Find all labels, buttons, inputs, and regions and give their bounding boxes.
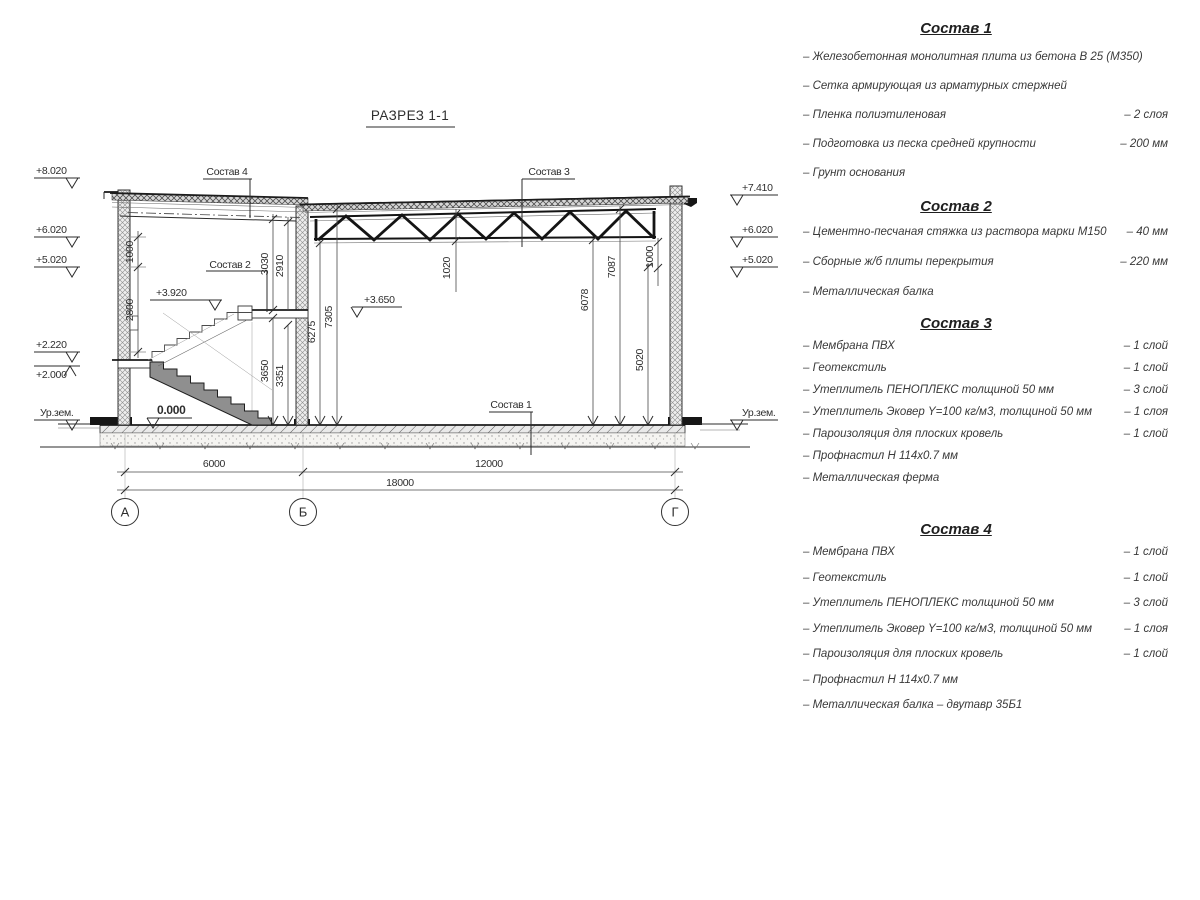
dimension: [579, 236, 598, 425]
material-row: [800, 571, 1168, 585]
svg-text:3351: 3351: [274, 364, 286, 388]
svg-text:1000: 1000: [124, 240, 136, 264]
level-mark: [150, 287, 222, 310]
material-text: – Пленка полиэтиленовая: [803, 109, 947, 121]
svg-text:7305: 7305: [323, 305, 335, 329]
dimension: [274, 321, 293, 425]
roof-left-bay: [110, 193, 308, 221]
material-row: [800, 471, 1168, 485]
material-qty: – 1 слой: [1123, 340, 1168, 352]
elevation-marks-right: [730, 182, 778, 430]
svg-text:+6.020: +6.020: [36, 224, 67, 236]
svg-text:+8.020: +8.020: [36, 165, 67, 177]
stair-beam: [238, 306, 252, 320]
material-text: – Утеплитель ПЕНОПЛЕКС толщиной 50 мм: [803, 384, 1055, 396]
callout-sostav2: [206, 259, 267, 312]
material-text: – Железобетонная монолитная плита из бетона В 25 (М350): [803, 51, 1143, 63]
svg-text:+5.020: +5.020: [36, 254, 67, 266]
level-mark: [351, 294, 402, 317]
composition-title: Состав 1: [920, 20, 992, 37]
material-row: [800, 622, 1168, 636]
dimension: [274, 217, 292, 310]
svg-text:2800: 2800: [124, 298, 136, 322]
steel-truss: [310, 209, 656, 243]
svg-text:3650: 3650: [259, 359, 271, 383]
axis-letter: Б: [298, 504, 308, 520]
material-row: [800, 647, 1168, 661]
material-qty: – 1 слой: [1123, 546, 1168, 558]
stair-railing: [148, 314, 234, 360]
composition-title: Состав 3: [920, 315, 992, 332]
axis-letter: Г: [671, 504, 679, 520]
material-row: [800, 383, 1168, 397]
elevation-mark-ground: [34, 407, 80, 430]
svg-text:6078: 6078: [579, 288, 591, 312]
axis-letter: А: [120, 504, 130, 520]
material-text: – Утеплитель Эковер Y=100 кг/м3, толщиной 50 мм: [803, 406, 1093, 418]
material-text: – Геотекстиль: [803, 571, 887, 584]
svg-text:1020: 1020: [441, 256, 453, 280]
material-qty: – 200 мм: [1120, 138, 1168, 150]
svg-text:+6.020: +6.020: [742, 224, 773, 236]
svg-text:6275: 6275: [306, 320, 318, 344]
wall-axis-g: [670, 186, 682, 425]
floor-slab: [40, 417, 750, 449]
composition-title: Состав 4: [920, 521, 992, 538]
svg-text:Состав 2: Состав 2: [209, 259, 251, 271]
material-row: [800, 596, 1168, 610]
material-qty: – 3 слой: [1123, 384, 1168, 396]
material-qty: – 40 мм: [1126, 226, 1168, 238]
elevation-mark: [34, 366, 80, 381]
material-text: – Металлическая балка – двутавр 35Б1: [803, 699, 1023, 711]
svg-text:3030: 3030: [259, 252, 271, 276]
elevation-mark: [34, 224, 80, 247]
drawing-title: [366, 108, 455, 127]
section-title: РАЗРЕЗ 1-1: [370, 108, 450, 123]
material-qty: – 2 слоя: [1124, 109, 1168, 121]
stair-flight-upper: [152, 313, 252, 359]
material-text: – Утеплитель Эковер Y=100 кг/м3, толщиной 50 мм: [803, 622, 1093, 635]
svg-text:+3.650: +3.650: [364, 294, 395, 306]
material-row: [800, 427, 1168, 441]
composition-2: [800, 198, 1168, 315]
svg-text:+2.220: +2.220: [36, 339, 67, 351]
dimension: [117, 458, 683, 476]
material-text: – Геотекстиль: [803, 362, 887, 374]
dimension: [117, 477, 683, 494]
material-row: [800, 545, 1168, 559]
svg-text:6000: 6000: [202, 458, 226, 470]
svg-text:7087: 7087: [606, 255, 618, 279]
material-row: [800, 50, 1168, 64]
material-row: [800, 255, 1168, 269]
elevation-mark: [730, 254, 778, 277]
material-qty: – 1 слой: [1123, 571, 1168, 584]
material-text: – Профнастил Н 114х0.7 мм: [803, 673, 958, 686]
elevation-mark: [34, 165, 80, 188]
material-text: – Пароизоляция для плоских кровель: [803, 428, 1004, 440]
elevation-mark: [34, 254, 80, 277]
material-text: – Сборные ж/б плиты перекрытия: [803, 256, 994, 268]
elevation-mark: [730, 182, 778, 205]
roof-truss-bay: [300, 196, 690, 243]
elevation-marks-left: [34, 165, 80, 430]
material-text: – Сетка армирующая из арматурных стержней: [803, 80, 1067, 92]
material-text: – Цементно-песчаная стяжка из раствора марки М150: [803, 226, 1107, 238]
svg-text:5020: 5020: [634, 348, 646, 372]
material-row: [800, 79, 1168, 93]
material-row: [800, 361, 1168, 375]
svg-text:+7.410: +7.410: [742, 182, 773, 194]
composition-4: [800, 521, 1168, 724]
svg-text:Ур.зем.: Ур.зем.: [40, 407, 74, 419]
material-qty: – 1 слой: [1123, 362, 1168, 374]
svg-text:18000: 18000: [386, 477, 414, 489]
svg-text:2910: 2910: [274, 254, 286, 278]
material-qty: – 1 слоя: [1124, 622, 1168, 635]
material-text: – Подготовка из песка средней крупности: [803, 138, 1036, 150]
material-row: [800, 698, 1168, 712]
material-text: – Мембрана ПВХ: [803, 546, 895, 558]
landing-slab: [118, 360, 152, 368]
material-qty: – 1 слой: [1123, 428, 1168, 440]
material-row: [800, 673, 1168, 687]
dimension: [644, 238, 662, 286]
material-qty: – 1 слой: [1123, 648, 1168, 660]
material-text: – Пароизоляция для плоских кровель: [803, 648, 1004, 660]
material-text: – Профнастил Н 114х0.7 мм: [803, 450, 958, 462]
composition-3: [800, 315, 1168, 493]
material-text: – Металлическая ферма: [803, 472, 940, 484]
material-row: [800, 108, 1168, 122]
svg-text:1000: 1000: [644, 245, 656, 269]
material-row: [800, 339, 1168, 353]
elevation-mark: [34, 339, 80, 362]
material-row: [800, 166, 1168, 180]
material-row: [800, 137, 1168, 151]
composition-title: Состав 2: [920, 198, 992, 215]
dimension: [634, 263, 653, 425]
dimension: [306, 239, 325, 425]
svg-text:12000: 12000: [475, 458, 503, 470]
material-text: – Утеплитель ПЕНОПЛЕКС толщиной 50 мм: [803, 597, 1055, 609]
svg-text:Состав 4: Состав 4: [206, 166, 248, 178]
material-row: [800, 285, 1168, 299]
material-text: – Мембрана ПВХ: [803, 340, 895, 352]
svg-text:+5.020: +5.020: [742, 254, 773, 266]
svg-text:0.000: 0.000: [157, 403, 186, 417]
svg-text:+3.920: +3.920: [156, 287, 187, 299]
svg-text:+2.000: +2.000: [36, 369, 67, 381]
axis-markers: [112, 499, 689, 526]
material-text: – Металлическая балка: [803, 286, 934, 298]
material-text: – Грунт основания: [803, 167, 906, 179]
material-row: [800, 405, 1168, 419]
material-qty: – 1 слоя: [1124, 406, 1168, 418]
material-qty: – 220 мм: [1120, 256, 1168, 268]
material-row: [800, 449, 1168, 463]
elevation-mark: [730, 224, 778, 247]
elevation-mark-ground: [730, 407, 778, 430]
material-row: [800, 225, 1168, 239]
composition-1: [800, 20, 1168, 195]
svg-text:Состав 3: Состав 3: [528, 166, 570, 178]
material-qty: – 3 слой: [1123, 597, 1168, 609]
svg-text:Состав 1: Состав 1: [490, 399, 532, 411]
svg-text:Ур.зем.: Ур.зем.: [742, 407, 776, 419]
